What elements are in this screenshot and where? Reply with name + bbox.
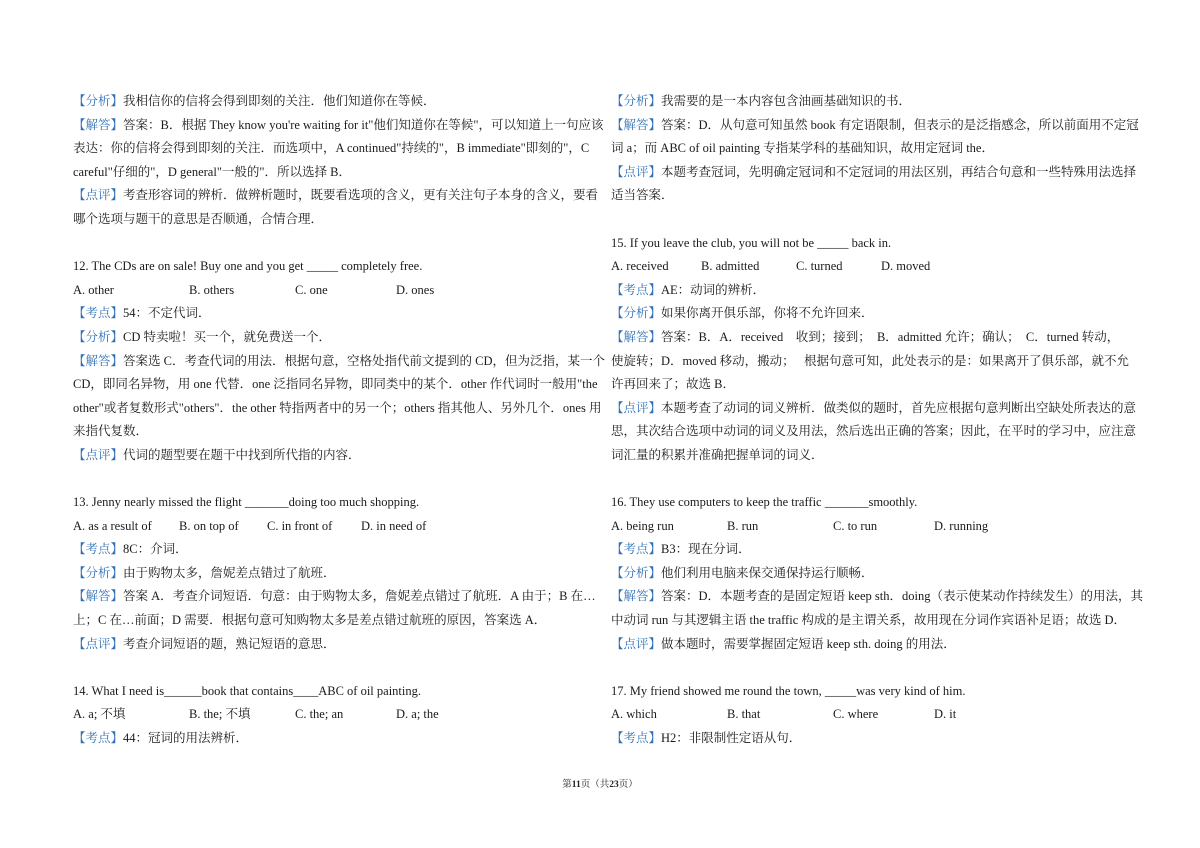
analysis-tag: 【分析】 <box>73 94 124 108</box>
q15-options <box>611 255 1131 279</box>
option-d: D. ones <box>396 282 435 297</box>
right-column <box>611 90 1143 751</box>
option-c: C. where <box>833 707 879 722</box>
q16-answer-line-2: 中动词 run 与其逻辑主语 the traffic 构成的是主谓关系，故用现在分词作宾语补足语；故选 D． <box>611 613 1127 628</box>
q12-answer-line-3: other"或者复数形式"others"．the other 特指两者中的另一个；others 指其他人、另外几个．ones 用 <box>73 400 602 415</box>
analysis-tag: 【分析】 <box>611 306 662 321</box>
q15-comment-line-1: 【点评】本题考查了动词的词义辨析．做类似的题时，首先应根据句意判断出空缺处所表达的意 <box>611 400 1137 415</box>
option-c: C. turned <box>796 259 843 274</box>
q12-answer-line-1: 【解答】答案选 C．考查代词的用法．根据句意，空格处指代前文提到的 CD，但为泛指，某一个 <box>73 353 605 368</box>
q13-options <box>73 515 593 539</box>
page-footer: 第11页（共23页） <box>562 780 638 790</box>
q16-options <box>611 515 1131 539</box>
q12-comment: 【点评】代词的题型要在题干中找到所代指的内容． <box>73 447 361 462</box>
q14-options <box>73 703 593 727</box>
q15-comment-line-2: 思，其次结合选项中动词的词义及用法，然后选出正确的答案；因此，在平时的学习中，应注意 <box>611 424 1137 439</box>
q14-answer-line-1: 【解答】答案：D．从句意可知虽然 book 有定语限制，但表示的是泛指感念，所以前面用不定冠 <box>611 117 1139 132</box>
q13-stem: 13. Jenny nearly missed the flight _______doing too much shopping. <box>73 495 420 510</box>
q12-answer-line-2: CD，即同名异物，用 one 代替．one 泛指同名异物，即同类中的某个．other 作代词时一般用"the <box>73 377 598 392</box>
option-d: D. a; the <box>396 707 439 722</box>
option-b: B. others <box>189 282 235 297</box>
comment-tag: 【点评】 <box>73 636 124 651</box>
q11-answer-line-3: careful"仔细的"，D general"一般的"．所以选择 B． <box>73 164 351 179</box>
option-d: D. moved <box>881 259 931 274</box>
option-a: A. received <box>611 259 669 274</box>
q17-key-point: 【考点】H2：非限制性定语从句． <box>611 731 802 746</box>
option-a: A. as a result of <box>73 518 152 533</box>
comment-tag: 【点评】 <box>611 400 662 415</box>
option-d: D. running <box>934 518 989 533</box>
option-a: A. a; 不填 <box>73 707 126 722</box>
q12-analysis: 【分析】CD 特卖啦！买一个，就免费送一个． <box>73 329 332 344</box>
q14-comment-line-1: 【点评】本题考查冠词，先明确定冠词和不定冠词的用法区别，再结合句意和一些特殊用法选择 <box>611 164 1137 179</box>
q16-key-point: 【考点】B3：现在分词． <box>611 542 751 557</box>
answer-tag: 【解答】 <box>611 589 662 604</box>
q16-answer-line-1: 【解答】答案：D．本题考查的是固定短语 keep sth．doing（表示使某动作持续发生）的用法，其 <box>611 589 1143 604</box>
q15-comment-line-3: 词汇量的积累并准确把握单词的词义． <box>611 447 824 462</box>
option-b: B. admitted <box>701 259 760 274</box>
key-point-tag: 【考点】 <box>73 542 124 557</box>
page-total: 23 <box>609 780 619 790</box>
q13-answer-line-1: 【解答】答案 A．考查介词短语．句意：由于购物太多，詹妮差点错过了航班．A 由于；B 在… <box>73 589 596 604</box>
q15-answer-line-3: 许再回来了；故选 B． <box>611 377 735 392</box>
answer-tag: 【解答】 <box>73 117 124 132</box>
answer-tag: 【解答】 <box>611 329 662 344</box>
option-a: A. which <box>611 707 657 722</box>
q15-answer-line-1: 【解答】答案：B．A．received 收到；接到； B．admitted 允许；确认； C．turned 转动， <box>611 329 1120 344</box>
q14-answer-line-2: 词 a；而 ABC of oil painting 专指某学科的基础知识，故用定冠词 the． <box>611 141 994 156</box>
q13-key-point: 【考点】8C：介词． <box>73 542 188 557</box>
key-point-tag: 【考点】 <box>611 731 662 746</box>
answer-tag: 【解答】 <box>73 353 124 368</box>
q12-options <box>73 279 593 303</box>
comment-tag: 【点评】 <box>611 164 662 179</box>
analysis-tag: 【分析】 <box>611 94 662 108</box>
analysis-tag: 【分析】 <box>73 329 124 344</box>
q15-analysis: 【分析】如果你离开俱乐部，你将不允许回来． <box>611 306 874 321</box>
q14-analysis: 【分析】我需要的是一本内容包含油画基础知识的书． <box>611 94 912 108</box>
comment-tag: 【点评】 <box>73 188 124 203</box>
q14-stem: 14. What I need is______book that contains____ABC of oil painting. <box>73 683 421 698</box>
q13-analysis: 【分析】由于购物太多，詹妮差点错过了航班． <box>73 565 336 580</box>
q14-comment-line-2: 适当答案． <box>611 188 674 203</box>
q17-options <box>611 703 1131 727</box>
comment-tag: 【点评】 <box>73 447 124 462</box>
q12-key-point: 【考点】54：不定代词． <box>73 306 211 321</box>
answer-tag: 【解答】 <box>611 117 662 132</box>
q13-answer-line-2: 上；C 在…前面；D 需要．根据句意可知购物太多是差点错过航班的原因，答案选 A． <box>73 613 547 628</box>
q17-stem: 17. My friend showed me round the town, _____was very kind of him. <box>611 683 966 698</box>
option-c: C. one <box>295 282 328 297</box>
q11-analysis: 【分析】我相信你的信将会得到即刻的关注．他们知道你在等候． <box>73 94 436 108</box>
option-c: C. in front of <box>267 518 333 533</box>
option-a: A. other <box>73 282 114 297</box>
option-b: B. the; 不填 <box>189 707 251 722</box>
option-c: C. to run <box>833 518 878 533</box>
key-point-tag: 【考点】 <box>73 731 124 746</box>
analysis-tag: 【分析】 <box>73 565 124 580</box>
q15-stem: 15. If you leave the club, you will not be _____ back in. <box>611 235 892 250</box>
q13-comment: 【点评】考查介词短语的题，熟记短语的意思． <box>73 636 336 651</box>
analysis-tag: 【分析】 <box>611 565 662 580</box>
q16-analysis: 【分析】他们利用电脑来保交通保持运行顺畅． <box>611 565 874 580</box>
q11-answer-line-1: 【解答】答案：B．根据 They know you're waiting for it"他们知道你在等候"，可以知道上一句应该 <box>73 117 604 132</box>
q11-comment-line-1: 【点评】考查形容词的辨析．做辨析题时，既要看选项的含义，更有关注句子本身的含义，要看 <box>73 188 599 203</box>
q16-stem: 16. They use computers to keep the traffic _______smoothly. <box>611 495 918 510</box>
comment-tag: 【点评】 <box>611 636 662 651</box>
q14-key-point: 【考点】44：冠词的用法辨析． <box>73 731 249 746</box>
option-d: D. it <box>934 707 957 722</box>
left-column <box>73 90 605 751</box>
option-b: B. on top of <box>179 518 239 533</box>
option-d: D. in need of <box>361 518 427 533</box>
q15-key-point: 【考点】AE：动词的辨析． <box>611 282 766 297</box>
option-b: B. run <box>727 518 759 533</box>
key-point-tag: 【考点】 <box>73 306 124 321</box>
q11-comment-line-2: 哪个选项与题干的意思是否顺通，合情合理． <box>73 211 324 226</box>
q11-answer-line-2: 表达：你的信将会得到即刻的关注．而选项中，A continued"持续的"，B immediate"即刻的"，C <box>73 141 590 156</box>
key-point-tag: 【考点】 <box>611 542 662 557</box>
answer-tag: 【解答】 <box>73 589 124 604</box>
option-b: B. that <box>727 707 761 722</box>
q15-answer-line-2: 使旋转；D．moved 移动，搬动； 根据句意可知，此处表示的是：如果离开了俱乐部，就不允 <box>611 353 1130 368</box>
q12-answer-line-4: 来指代复数． <box>73 424 149 439</box>
option-a: A. being run <box>611 518 674 533</box>
key-point-tag: 【考点】 <box>611 282 662 297</box>
option-c: C. the; an <box>295 707 344 722</box>
q12-stem: 12. The CDs are on sale! Buy one and you get _____ completely free. <box>73 259 423 274</box>
q16-comment: 【点评】做本题时，需要掌握固定短语 keep sth. doing 的用法． <box>611 636 956 651</box>
page-number: 11 <box>571 780 581 790</box>
